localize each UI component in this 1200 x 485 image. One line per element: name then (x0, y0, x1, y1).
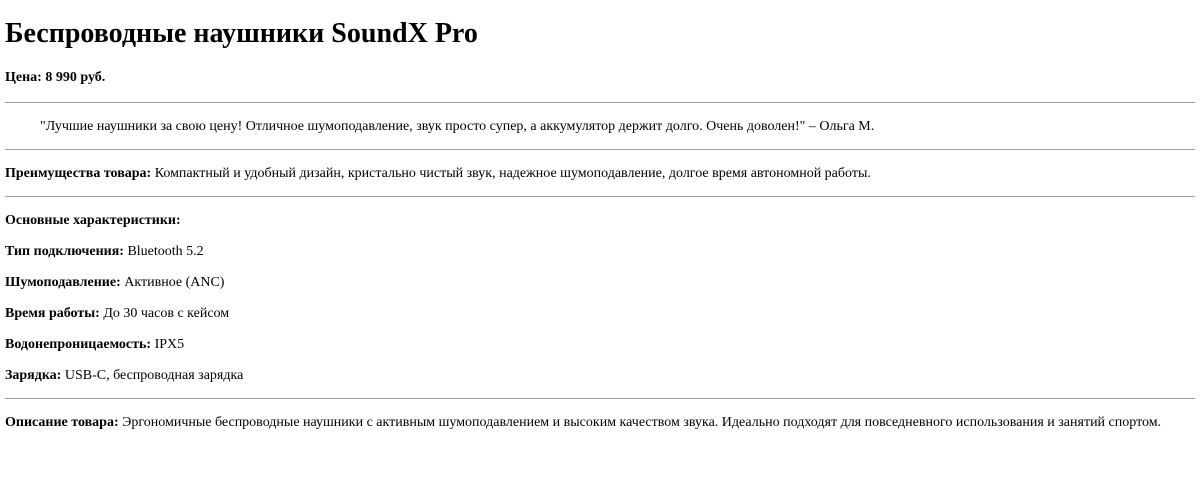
description-label: Описание товара: (5, 415, 119, 430)
spec-charging (5, 368, 1195, 384)
advantages-text: Компактный и удобный дизайн, кристально чистый звук, надежное шумоподавление, долгое время автономной работы. (154, 166, 871, 181)
spec-value: До 30 часов с кейсом (103, 306, 230, 321)
specs-title: Основные характеристики: (5, 213, 181, 228)
spec-connection (5, 244, 1195, 260)
divider (5, 149, 1195, 150)
spec-value: Активное (ANC) (124, 275, 225, 290)
spec-label: Водонепроницаемость: (5, 337, 152, 352)
divider (5, 102, 1195, 103)
advantages-label: Преимущества товара: (5, 166, 152, 181)
spec-label: Зарядка: (5, 368, 62, 383)
spec-battery-life (5, 306, 1195, 322)
divider (5, 196, 1195, 197)
spec-label: Время работы: (5, 306, 100, 321)
spec-label: Тип подключения: (5, 244, 124, 259)
description-text: Эргономичные беспроводные наушники с активным шумоподавлением и высоким качеством звука. Идеально подходят для повседневного использования и занятий спортом. (122, 415, 1162, 430)
advantages-paragraph (5, 166, 1195, 182)
price-label: Цена: (5, 70, 42, 85)
spec-water-resistance (5, 337, 1195, 353)
spec-value: USB-C, беспроводная зарядка (64, 368, 244, 383)
spec-noise-cancelling (5, 275, 1195, 291)
price-value: 8 990 руб. (45, 70, 106, 85)
product-title: Беспроводные наушники SoundX Pro (5, 18, 478, 49)
customer-review: "Лучшие наушники за свою цену! Отличное шумоподавление, звук просто супер, а аккумулятор держит долго. Очень доволен!" – Ольга М. (40, 119, 875, 134)
spec-value: IPX5 (154, 337, 185, 352)
spec-value: Bluetooth 5.2 (127, 244, 204, 259)
specs-heading (5, 213, 1195, 229)
price-line (5, 70, 1195, 86)
divider (5, 398, 1195, 399)
spec-label: Шумоподавление: (5, 275, 121, 290)
description-paragraph (5, 415, 1195, 431)
